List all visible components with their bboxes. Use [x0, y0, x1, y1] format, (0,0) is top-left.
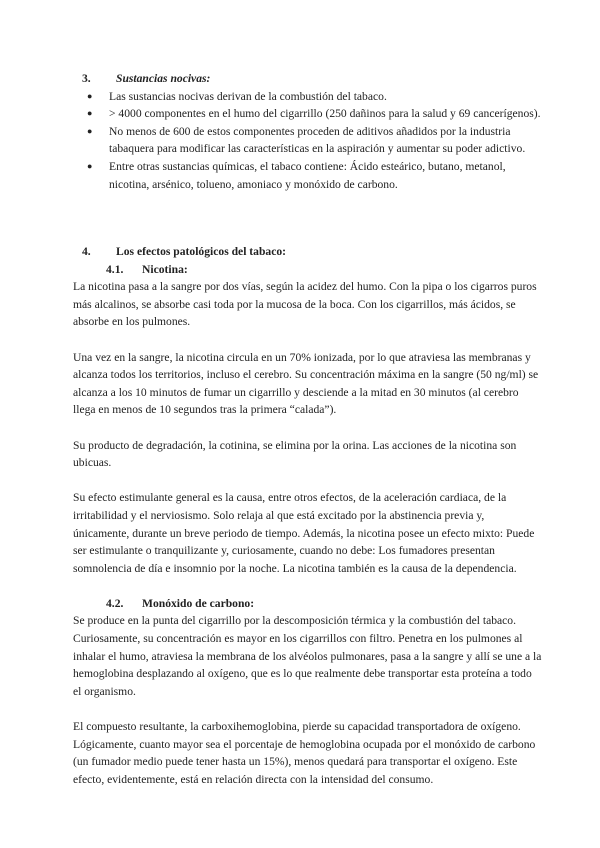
- paragraph: El compuesto resultante, la carboxihemoglobina, pierde su capacidad transportadora de oxígeno. Lógicamente, cuanto mayor sea el porcentaje de hemoglobina ocupada por el monóxido de carbono (un fumador medio puede tener hasta un 15%), menos quedará para transportar el oxígeno. Este efecto, evidentemente, está en relación directa con la intensidad del consumo.: [73, 720, 536, 786]
- bullet-item: ● No menos de 600 de estos componentes proceden de aditivos añadidos por la industria tabaquera para modificar las características en la aspiración y aumentar su poder adictivo.: [73, 123, 543, 158]
- subsection-4-1-title: Nicotina:: [142, 262, 188, 276]
- section-4-title: Los efectos patológicos del tabaco:: [116, 245, 287, 258]
- subsection-4-2-number: 4.2.: [106, 596, 124, 610]
- bullet-item: ● Entre otras sustancias químicas, el tabaco contiene: Ácido esteárico, butano, metanol, nicotina, arsénico, tolueno, amoniaco y monóxido de carbono.: [73, 158, 543, 193]
- paragraph: La nicotina pasa a la sangre por dos vías, según la acidez del humo. Con la pipa o los cigarros puros más alcalinos, se absorbe casi toda por la mucosa de la boca. Con los cigarrillos, más ácidos, se absorbe en los pulmones.: [73, 280, 537, 329]
- subsection-4-2-heading: [73, 595, 543, 613]
- paragraph: Su efecto estimulante general es la causa, entre otros efectos, de la aceleración cardiaca, de la irritabilidad y el nerviosismo. Solo relaja al que está excitado por la abstinencia previa y, únicamente, durante un breve periodo de tiempo. Además, la nicotina posee un efecto mixto: Puede ser estimulante o tranquilizante y, curiosamente, cuando no debe: Los fumadores presentan somnolencia de día e insomnio por la noche. La nicotina también es la causa de la dependencia.: [73, 491, 535, 575]
- paragraph: Su producto de degradación, la cotinina, se elimina por la orina. Las acciones de la nicotina son ubicuas.: [73, 438, 517, 470]
- bullet-item: ● > 4000 componentes en el humo del cigarrillo (250 dañinos para la salud y 69 cancerígenos).: [73, 105, 543, 123]
- section-4-heading: [73, 243, 543, 261]
- section-3-title: Sustancias nocivas:: [116, 72, 211, 85]
- bullet-item: ● Las sustancias nocivas derivan de la combustión del tabaco.: [73, 88, 543, 106]
- section-3-heading: [73, 70, 543, 88]
- subsection-4-2-title: Monóxido de carbono:: [142, 596, 255, 610]
- section-sustancias-nocivas: [73, 70, 543, 193]
- section-efectos-patologicos: [73, 243, 543, 788]
- subsection-4-1-heading: [73, 261, 543, 279]
- paragraph: Se produce en la punta del cigarrillo por la descomposición térmica y la combustión del tabaco. Curiosamente, su concentración es mayor en los cigarrillos con filtro. Penetra en los pulmones al inhalar el humo, atraviesa la membrana de los alvéolos pulmonares, pasa a la sangre y allí se une a la hemoglobina desplazando al oxígeno, que es lo que realmente debe transportar esta proteína a todo el organismo.: [73, 614, 542, 698]
- section-3-bullet-list: [73, 88, 543, 194]
- subsection-4-1-number: 4.1.: [106, 262, 124, 276]
- paragraph: Una vez en la sangre, la nicotina circula en un 70% ionizada, por lo que atraviesa las membranas y alcanza todos los territorios, incluso el cerebro. Su concentración máxima en la sangre (50 ng/ml) se alcanza a los 10 minutos de fumar un cigarrillo y desciende a la mitad en 30 minutos (al cerebro llega en menos de 10 segundos tras la primera “calada”).: [73, 350, 539, 417]
- section-4-number: 4.: [82, 245, 91, 258]
- section-3-number: 3.: [82, 72, 91, 85]
